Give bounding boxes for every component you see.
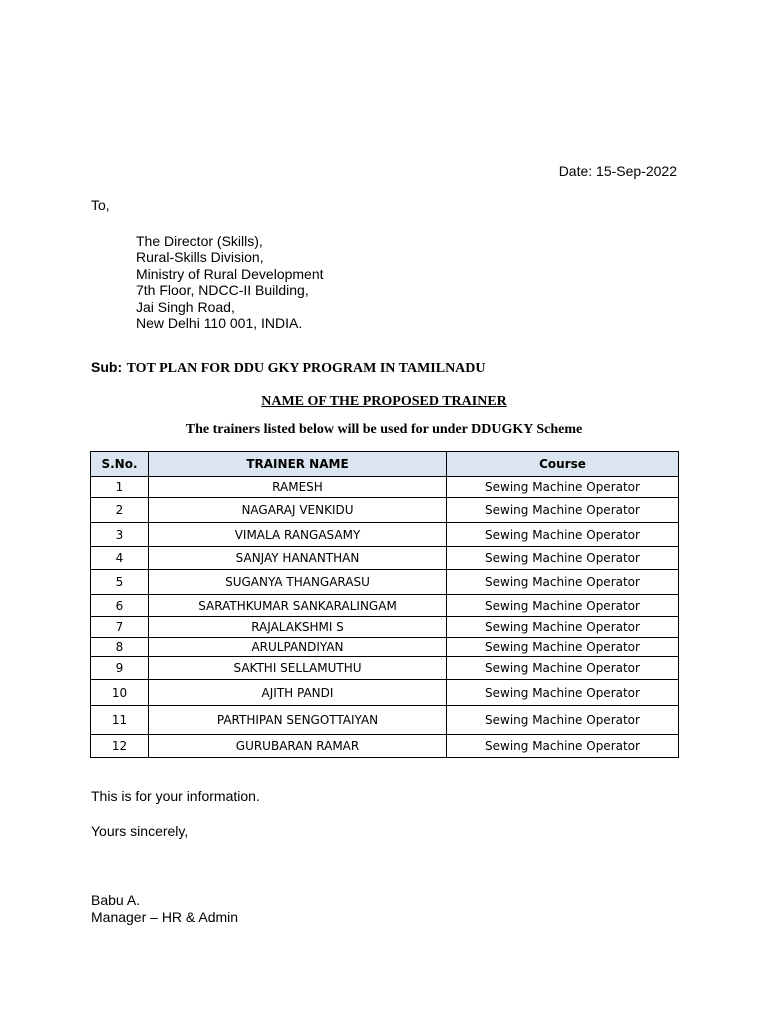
cell-trainer-name: GURUBARAN RAMAR (149, 735, 447, 758)
cell-trainer-name: RAMESH (149, 477, 447, 498)
address-line: Jai Singh Road, (136, 298, 235, 315)
cell-sno: 9 (91, 657, 149, 680)
cell-trainer-name: ARULPANDIYAN (149, 638, 447, 657)
subject-text: TOT PLAN FOR DDU GKY PROGRAM IN TAMILNADU (126, 361, 486, 376)
cell-course: Sewing Machine Operator (447, 617, 679, 638)
address-line: Ministry of Rural Development (136, 265, 324, 282)
cell-trainer-name: SAKTHI SELLAMUTHU (149, 657, 447, 680)
cell-trainer-name: AJITH PANDI (149, 680, 447, 706)
cell-trainer-name: SARATHKUMAR SANKARALINGAM (149, 595, 447, 617)
cell-sno: 4 (91, 547, 149, 570)
letter-date: Date: 15-Sep-2022 (558, 163, 677, 179)
cell-course: Sewing Machine Operator (447, 680, 679, 706)
address-line: Rural-Skills Division, (136, 249, 264, 266)
table-row (91, 595, 679, 617)
signer-name: Babu A. (91, 892, 141, 908)
column-header-trainer-name: TRAINER NAME (149, 452, 447, 477)
table-row (91, 657, 679, 680)
info-line: This is for your information. (91, 788, 260, 804)
cell-course: Sewing Machine Operator (447, 657, 679, 680)
cell-course: Sewing Machine Operator (447, 498, 679, 523)
cell-course: Sewing Machine Operator (447, 547, 679, 570)
cell-course: Sewing Machine Operator (447, 706, 679, 735)
cell-course: Sewing Machine Operator (447, 477, 679, 498)
salutation: To, (91, 197, 110, 213)
cell-course: Sewing Machine Operator (447, 638, 679, 657)
table-heading: NAME OF THE PROPOSED TRAINER (261, 394, 507, 409)
table-row (91, 680, 679, 706)
address-line: 7th Floor, NDCC-II Building, (136, 282, 309, 299)
table-row (91, 523, 679, 547)
cell-trainer-name: PARTHIPAN SENGOTTAIYAN (149, 706, 447, 735)
cell-sno: 11 (91, 706, 149, 735)
table-row (91, 547, 679, 570)
cell-sno: 2 (91, 498, 149, 523)
cell-trainer-name: SUGANYA THANGARASU (149, 570, 447, 595)
subject-label: Sub: (91, 359, 123, 375)
cell-sno: 6 (91, 595, 149, 617)
cell-sno: 5 (91, 570, 149, 595)
table-row (91, 706, 679, 735)
cell-course: Sewing Machine Operator (447, 523, 679, 547)
table-row (91, 498, 679, 523)
cell-course: Sewing Machine Operator (447, 570, 679, 595)
table-subheading: The trainers listed below will be used for under DDUGKY Scheme (185, 422, 583, 437)
table-row (91, 638, 679, 657)
cell-sno: 10 (91, 680, 149, 706)
cell-sno: 3 (91, 523, 149, 547)
address-line: New Delhi 110 001, INDIA. (136, 315, 303, 332)
table-row (91, 617, 679, 638)
cell-trainer-name: SANJAY HANANTHAN (149, 547, 447, 570)
table-row (91, 477, 679, 498)
cell-sno: 12 (91, 735, 149, 758)
signature-block (91, 892, 238, 926)
trainer-table (90, 451, 679, 758)
table-row (91, 735, 679, 758)
column-header-sno: S.No. (91, 452, 149, 477)
recipient-address (136, 233, 324, 331)
signer-title: Manager – HR & Admin (91, 909, 239, 925)
cell-trainer-name: VIMALA RANGASAMY (149, 523, 447, 547)
table-header-row (91, 452, 679, 477)
address-line: The Director (Skills), (136, 233, 263, 249)
cell-trainer-name: RAJALAKSHMI S (149, 617, 447, 638)
cell-course: Sewing Machine Operator (447, 595, 679, 617)
cell-sno: 8 (91, 638, 149, 657)
subject-line (91, 359, 486, 377)
cell-trainer-name: NAGARAJ VENKIDU (149, 498, 447, 523)
cell-course: Sewing Machine Operator (447, 735, 679, 758)
column-header-course: Course (447, 452, 679, 477)
closing-line: Yours sincerely, (91, 823, 189, 839)
table-row (91, 570, 679, 595)
cell-sno: 7 (91, 617, 149, 638)
cell-sno: 1 (91, 477, 149, 498)
